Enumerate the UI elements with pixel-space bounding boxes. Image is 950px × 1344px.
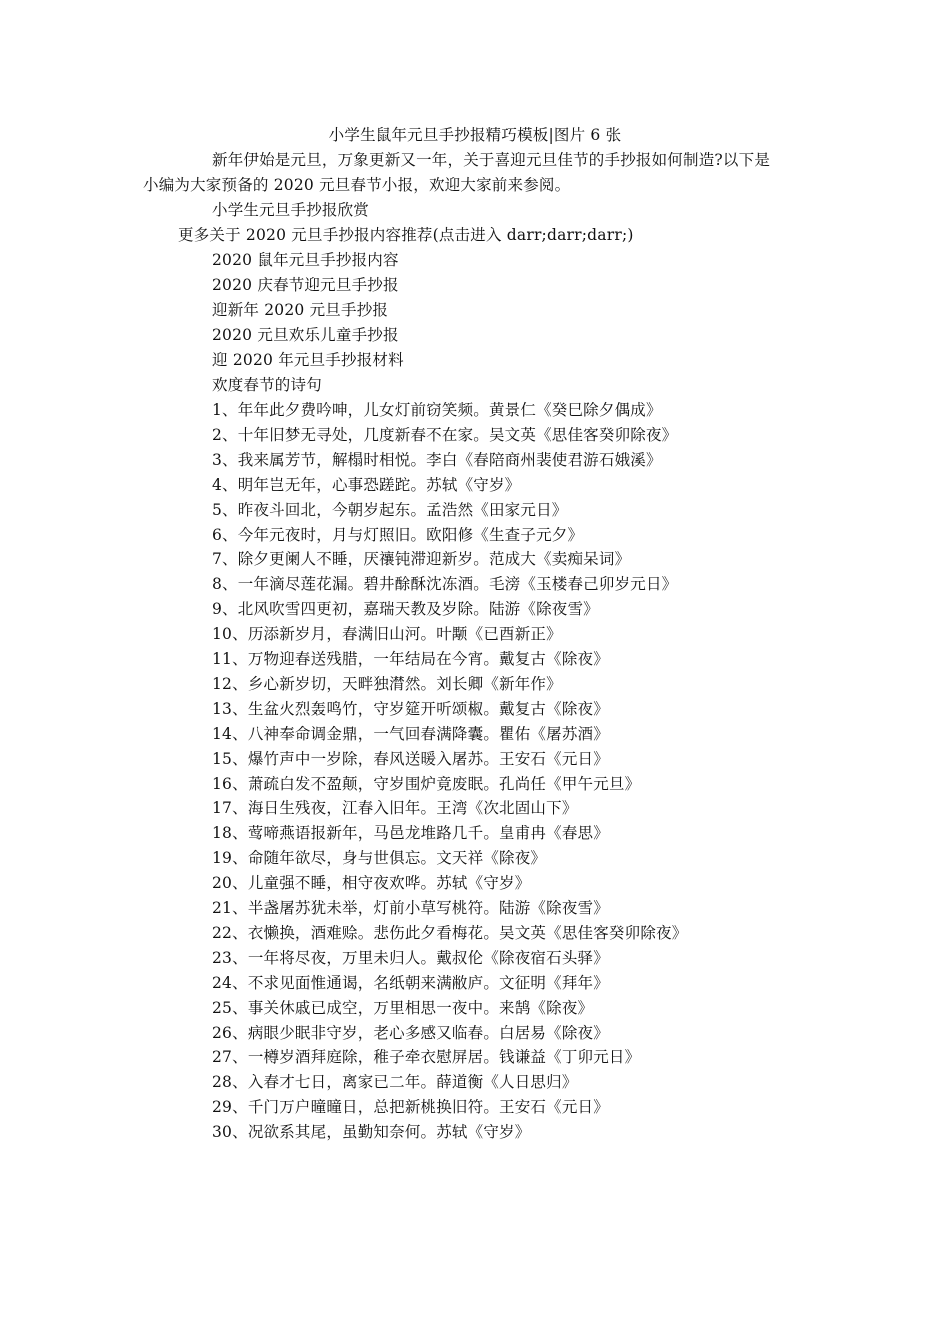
- poem-line: 2、十年旧梦无寻处，几度新春不在家。吴文英《思佳客癸卯除夜》: [212, 425, 678, 444]
- poem-line: 28、入春才七日，离家已二年。薛道衡《人日思归》: [212, 1073, 578, 1092]
- poem-line: 9、北风吹雪四更初，嘉瑞天教及岁除。陆游《除夜雪》: [212, 600, 599, 619]
- poem-line: 22、衣懒换，酒难赊。悲伤此夕看梅花。吴文英《思佳客癸卯除夜》: [212, 923, 688, 942]
- poem-line: 3、我来属芳节，解榻时相悦。李白《春陪商州裴使君游石娥溪》: [212, 450, 662, 469]
- poem-line: 14、八神奉命调金鼎，一气回春满降囊。瞿佑《屠苏酒》: [212, 724, 609, 743]
- poems-heading: 欢度春节的诗句: [212, 376, 322, 394]
- recommend-link-item[interactable]: 迎新年 2020 元旦手抄报: [212, 301, 389, 319]
- intro-paragraph-line-2: 小编为大家预备的 2020 元旦春节小报，欢迎大家前来参阅。: [143, 176, 571, 194]
- poem-line: 8、一年滴尽莲花漏。碧井酴酥沈冻酒。毛滂《玉楼春己卯岁元日》: [212, 575, 678, 594]
- poem-line: 19、命随年欲尽，身与世俱忘。文天祥《除夜》: [212, 849, 547, 868]
- poem-line: 29、千门万户曈曈日，总把新桃换旧符。王安石《元日》: [212, 1098, 609, 1117]
- intro-paragraph-line-1: 新年伊始是元旦，万象更新又一年，关于喜迎元旦佳节的手抄报如何制造?以下是: [212, 151, 771, 169]
- poem-line: 26、病眼少眠非守岁，老心多感又临春。白居易《除夜》: [212, 1023, 609, 1042]
- poem-line: 24、不求见面惟通谒，名纸朝来满敝庐。文征明《拜年》: [212, 973, 609, 992]
- poem-line: 17、海日生残夜，江春入旧年。王湾《次北固山下》: [212, 799, 578, 818]
- recommend-link-item[interactable]: 2020 鼠年元旦手抄报内容: [212, 251, 399, 269]
- poem-line: 30、况欲系其尾，虽勤知奈何。苏轼《守岁》: [212, 1123, 531, 1142]
- poem-line: 15、爆竹声中一岁除，春风送暖入屠苏。王安石《元日》: [212, 749, 609, 768]
- poem-line: 18、莺啼燕语报新年，马邑龙堆路几千。皇甫冉《春思》: [212, 824, 609, 843]
- poem-line: 27、一樽岁酒拜庭除，稚子牵衣慰屏居。钱谦益《丁卯元日》: [212, 1048, 641, 1067]
- section-appreciation-heading: 小学生元旦手抄报欣赏: [212, 201, 370, 219]
- recommend-link-item[interactable]: 2020 元旦欢乐儿童手抄报: [212, 326, 399, 344]
- document-title: 小学生鼠年元旦手抄报精巧模板|图片 6 张: [328, 126, 622, 144]
- poem-line: 4、明年岂无年，心事恐蹉跎。苏轼《守岁》: [212, 475, 521, 494]
- poem-line: 16、萧疏白发不盈颠，守岁围炉竟废眠。孔尚任《甲午元旦》: [212, 774, 641, 793]
- poem-line: 10、历添新岁月，春满旧山河。叶颙《已酉新正》: [212, 625, 562, 644]
- recommend-link-item[interactable]: 迎 2020 年元旦手抄报材料: [212, 351, 404, 369]
- more-recommend-link[interactable]: 更多关于 2020 元旦手抄报内容推荐(点击进入 darr;darr;darr;): [178, 226, 634, 244]
- poem-line: 11、万物迎春送残腊，一年结局在今宵。戴复古《除夜》: [212, 650, 609, 668]
- poem-line: 6、今年元夜时，月与灯照旧。欧阳修《生查子元夕》: [212, 525, 584, 544]
- poem-line: 21、半盏屠苏犹未举，灯前小草写桃符。陆游《除夜雪》: [212, 899, 609, 917]
- recommend-link-item[interactable]: 2020 庆春节迎元旦手抄报: [212, 276, 399, 294]
- poem-line: 23、一年将尽夜，万里未归人。戴叔伦《除夜宿石头驿》: [212, 948, 609, 967]
- poem-line: 7、除夕更阑人不睡，厌禳钝滞迎新岁。范成大《卖痴呆词》: [212, 550, 631, 569]
- poem-line: 5、昨夜斗回北，今朝岁起东。孟浩然《田家元日》: [212, 500, 568, 519]
- poem-line: 13、生盆火烈轰鸣竹，守岁筵开听颂椒。戴复古《除夜》: [212, 699, 609, 718]
- poem-line: 25、事关休戚已成空，万里相思一夜中。来鹄《除夜》: [212, 998, 594, 1017]
- poem-line: 1、年年此夕费吟呻，儿女灯前窃笑频。黄景仁《癸巳除夕偶成》: [212, 401, 662, 419]
- poem-line: 12、乡心新岁切，天畔独潸然。刘长卿《新年作》: [212, 674, 562, 693]
- poem-line: 20、儿童强不睡，相守夜欢哗。苏轼《守岁》: [212, 874, 531, 893]
